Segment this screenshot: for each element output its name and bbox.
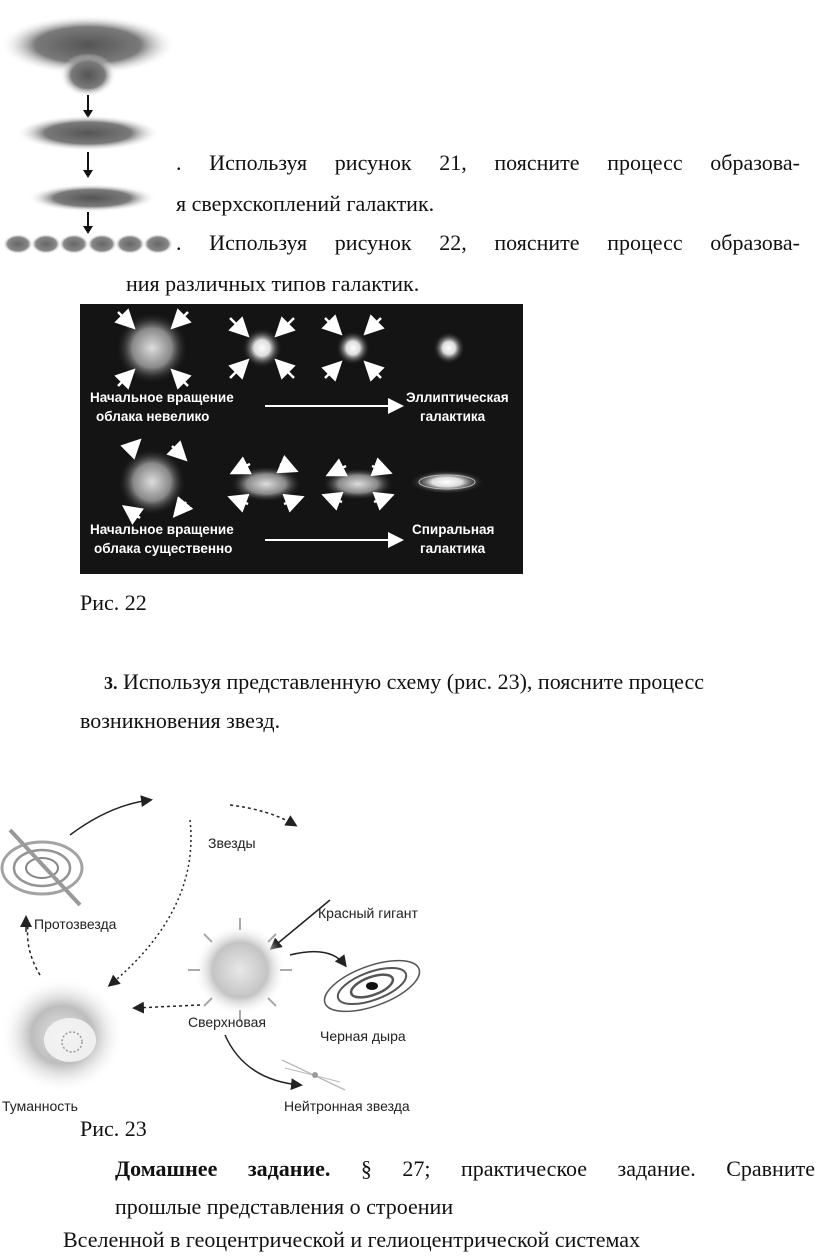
arrow-stars-to-nebula <box>110 820 191 985</box>
galaxy-chain <box>3 234 173 254</box>
label-supernova: Сверхновая <box>188 1014 266 1030</box>
arrow-stars-to-red-giant <box>230 805 295 825</box>
arrow-supernova-to-nebula <box>135 1005 200 1008</box>
figure-22-caption: Рис. 22 <box>80 590 147 615</box>
neutron-star-shape <box>282 1060 345 1090</box>
label-spiral-1: Спиральная <box>412 522 495 537</box>
cloud-slow-3 <box>336 331 370 365</box>
homework-heading: Домашнее задание. <box>115 1156 331 1181</box>
disk-cloud-shape <box>28 184 156 212</box>
protocloud-shape <box>0 15 175 97</box>
protostar-shape <box>2 830 82 905</box>
label-black-hole: Черная дыра <box>320 1028 406 1044</box>
label-large-rotation-1: Начальное вращение <box>90 522 234 537</box>
label-large-rotation-2: облака существенно <box>94 541 233 556</box>
label-elliptical-1: Эллиптическая <box>406 390 509 405</box>
cloud-fast-1 <box>118 448 186 516</box>
label-protostar: Протозвезда <box>34 916 117 932</box>
task-1-line-2: я сверхскоплений галактик. <box>176 191 435 216</box>
task-2-line-1: . Используя рисунок 22, поясните процесс образова- <box>176 230 800 255</box>
nebula-shape <box>0 977 124 1093</box>
cloud-slow-2 <box>242 328 282 368</box>
task-3-number: 3. <box>104 673 118 693</box>
arrow-protostar-to-stars <box>70 800 150 835</box>
label-stars: Звезды <box>208 835 256 851</box>
black-hole-shape <box>318 950 426 1022</box>
homework-line-2: прошлые представления о строении <box>115 1194 454 1219</box>
spiral-galaxy-shape <box>409 470 485 494</box>
cloud-fast-2 <box>230 466 302 502</box>
figure-23-caption: Рис. 23 <box>80 1116 147 1141</box>
arrow-supernova-to-black-hole <box>290 952 345 965</box>
homework-text-1: § 27; практическое задание. Сравните <box>330 1156 815 1181</box>
task-1-line-1: . Используя рисунок 21, поясните процесс образова- <box>176 150 800 175</box>
figure-21-fragment <box>0 0 175 265</box>
task-3-line-1 <box>104 662 704 703</box>
label-red-giant: Красный гигант <box>318 905 418 921</box>
label-spiral-2: галактика <box>420 541 486 556</box>
supernova-shape <box>188 918 292 1022</box>
flattened-cloud-shape <box>16 115 160 151</box>
figure-22 <box>80 304 523 574</box>
label-small-rotation-2: облака невелико <box>96 409 210 424</box>
task-2-line-2: ния различных типов галактик. <box>126 271 420 296</box>
label-nebula: Туманность <box>2 1098 78 1114</box>
homework-line-1 <box>115 1149 815 1189</box>
elliptical-galaxy-shape <box>433 332 465 364</box>
homework-line-3: Вселенной в геоцентрической и гелиоцентрической системах <box>63 1227 641 1252</box>
label-elliptical-2: галактика <box>420 409 486 424</box>
arrow-nebula-to-protostar <box>28 925 41 975</box>
label-neutron-star: Нейтронная звезда <box>284 1098 410 1114</box>
task-3-text: Используя представленную схему (рис. 23), поясните процесс <box>117 669 704 694</box>
arrow-supernova-to-neutron <box>225 1035 300 1085</box>
label-small-rotation-1: Начальное вращение <box>90 390 234 405</box>
figure-23 <box>0 790 440 1120</box>
task-3-line-2: возникновения звезд. <box>80 708 281 733</box>
